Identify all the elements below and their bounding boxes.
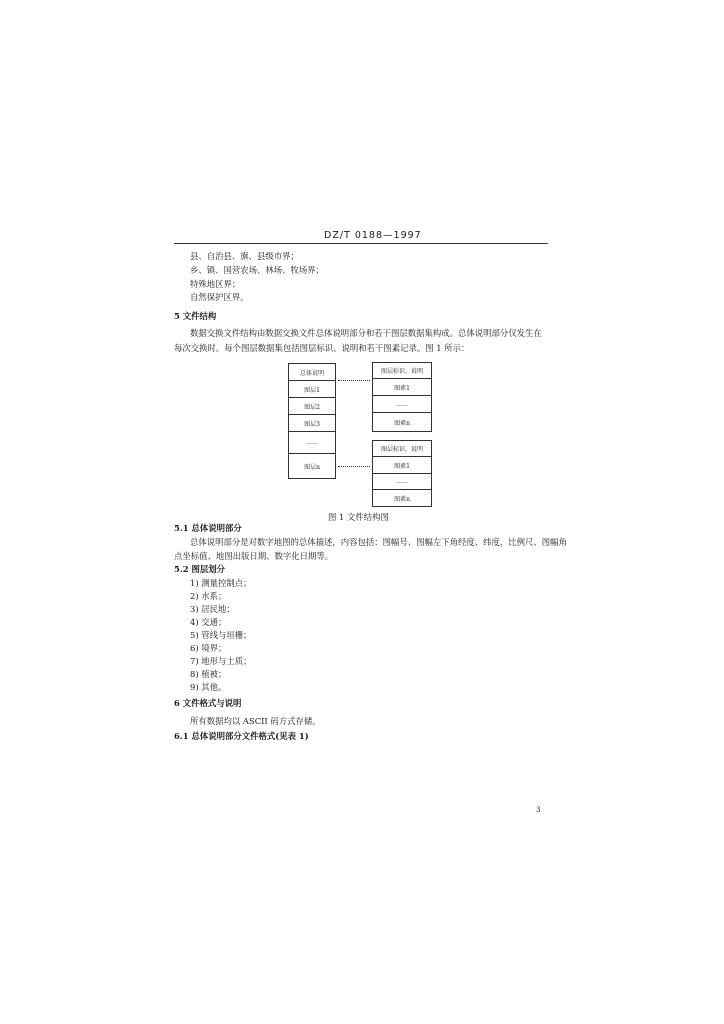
figure-right-top-box	[372, 362, 432, 432]
page-number: 3	[536, 806, 541, 814]
figure-cell: 图素n	[394, 495, 410, 503]
page-header-code: DZ/T 0188—1997	[324, 230, 422, 241]
figure-cell: 图素1	[373, 379, 431, 396]
section-6-paragraph: 所有数据均以 ASCII 码方式存储。	[190, 716, 321, 726]
figure-cell: 图层2	[289, 398, 335, 415]
figure-left-box	[288, 363, 336, 479]
section-5-2-title: 5.2 图层划分	[174, 564, 225, 574]
figure-cell: 图素1	[373, 457, 431, 474]
header-rule	[174, 243, 548, 244]
figure-cell: 图层标识、说明	[373, 441, 431, 457]
list-item: 9) 其他。	[190, 682, 227, 692]
section-5-1-title: 5.1 总体说明部分	[174, 523, 242, 533]
figure-cell: 图层3	[289, 415, 335, 432]
figure-right-bottom-box	[372, 440, 432, 507]
figure-cell: ……	[289, 432, 335, 454]
figure-cell: 图层1	[289, 381, 335, 398]
figure-connector-top	[338, 380, 370, 381]
figure-cell: 总体说明	[289, 364, 335, 381]
figure-cell: 图层n	[304, 463, 320, 471]
section-5-title: 5 文件结构	[174, 311, 217, 321]
list-item: 8) 植被；	[190, 669, 227, 679]
figure-cell: ……	[373, 474, 431, 490]
section-5-paragraph-line-1: 数据交换文件结构由数据交换文件总体说明部分和若干图层数据集构成。总体说明部分仅发生在	[190, 328, 542, 338]
list-item: 5) 管线与垣栅；	[190, 630, 252, 640]
section-5-paragraph-line-2: 每次交换时。每个图层数据集包括图层标识、说明和若干图素记录。图 1 所示：	[174, 343, 470, 353]
list-item: 特殊地区界；	[190, 279, 241, 289]
section-5-1-line-2: 点坐标值、地图出版日期、数字化日期等。	[174, 551, 334, 561]
list-item: 自然保护区界。	[190, 292, 249, 302]
figure-connector-bottom	[338, 466, 370, 467]
list-item: 2) 水系；	[190, 591, 227, 601]
section-6-1-title: 6.1 总体说明部分文件格式(见表 1)	[174, 731, 309, 741]
list-item: 1) 测量控制点；	[190, 578, 252, 588]
section-6-title: 6 文件格式与说明	[174, 698, 242, 708]
figure-cell: 图层标识、说明	[373, 363, 431, 379]
figure-cell: 图素n	[394, 419, 410, 427]
list-item: 乡、镇、国营农场、林场、牧场界；	[190, 265, 324, 275]
list-item: 7) 地形与土质；	[190, 656, 252, 666]
list-item: 4) 交通；	[190, 617, 227, 627]
list-item: 6) 境界；	[190, 643, 227, 653]
list-item: 3) 居民地；	[190, 604, 235, 614]
figure-caption: 图 1 文件结构图	[328, 512, 389, 522]
figure-cell: ……	[373, 396, 431, 413]
list-item: 县、自治县、旗、县级市界；	[190, 251, 299, 261]
section-5-1-line-1: 总体说明部分是对数字地图的总体描述，内容包括：图幅号、图幅左下角经度、纬度，比例尺、图幅角	[190, 537, 567, 547]
